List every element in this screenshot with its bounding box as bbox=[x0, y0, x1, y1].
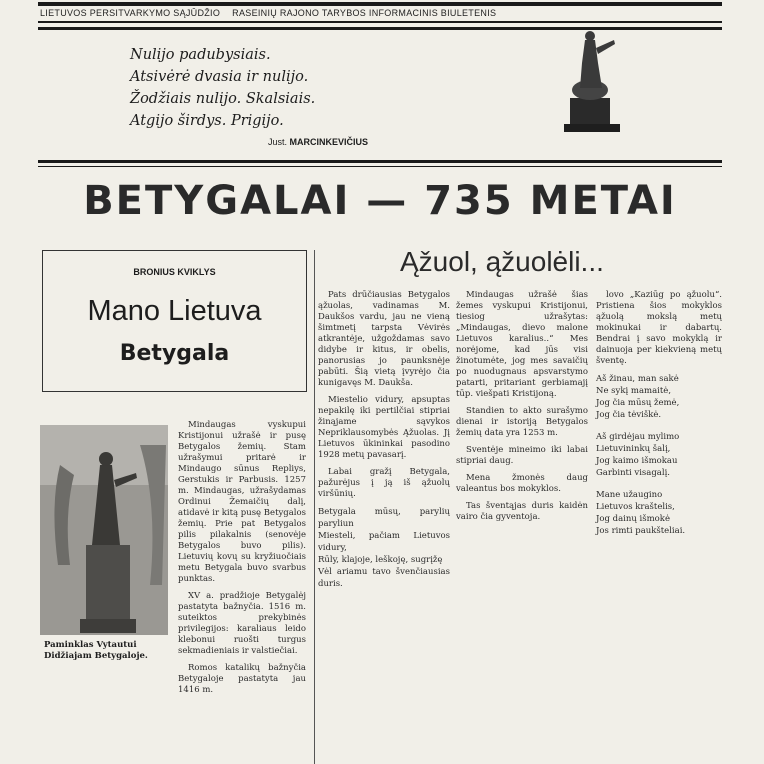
poem-tevisk bbox=[596, 373, 722, 537]
poem-stanza bbox=[596, 431, 722, 479]
paragraph: Pats drūčiausias Betygalos ąžuolas, vadinamas M. Daukšos vardu, jau ne vieną šimtmetį tarpsta Vėvirės atkrantėje, užgoždamas savo didybe ir kitus, ir obelis, panorusias jo paunksnėje pabūti. Šią vietą įvyrėjo čia kunigavęs M. Daukša. bbox=[318, 290, 450, 388]
top-rule bbox=[38, 2, 722, 6]
subheadline: Ąžuol, ąžuolėli... bbox=[400, 246, 604, 277]
poem-line: Miesteli, pačiam Lietuvos vidury, bbox=[318, 531, 450, 553]
paragraph: lovo „Kaziūg po ąžuolu“. Pristiena šios mokyklos ąžuolą mokslą metų mokinukai ir dabartų. Bendrai į savo mokyklą ir dainuoja per kiekvieną metų šventę. bbox=[596, 290, 722, 366]
poem-line: Mane užaugino bbox=[596, 490, 663, 500]
masthead-org: LIETUVOS PERSITVARKYMO SĄJŪDŽIO bbox=[40, 8, 221, 18]
paragraph: Romos katalikų bažnyčia Betygaloje pastatyta jau 1416 m. bbox=[178, 663, 306, 695]
poem-line: Aš žinau, man sakė bbox=[596, 374, 679, 384]
headline: BETYGALAI — 735 METAI bbox=[83, 178, 677, 224]
feature-author: BRONIUS KVIKLYS bbox=[133, 267, 216, 277]
poem-line: Vėl ariamu tavo švenčiausias duris. bbox=[318, 567, 450, 589]
paragraph: Sventėje mineimo iki labai stipriai daug. bbox=[456, 445, 588, 466]
epigraph bbox=[130, 44, 315, 132]
article-column-3 bbox=[456, 290, 588, 529]
feature-title: Mano Lietuva bbox=[87, 295, 262, 327]
paragraph: Mena žmonės daug valeantus bos mokyklos. bbox=[456, 473, 588, 494]
masthead-info: RASEINIŲ RAJONO TARYBOS INFORMACINIS BIULETENIS bbox=[232, 8, 497, 18]
epigraph-line: Atgijo širdys. Prigijo. bbox=[130, 113, 284, 129]
feature-box bbox=[42, 250, 307, 392]
poem-line: Lietuvos kraštelis, bbox=[596, 502, 675, 512]
epigraph-line: Žodžiais nulijo. Skalsiais. bbox=[130, 91, 316, 107]
article-column-4 bbox=[596, 290, 722, 547]
paragraph: XV a. pradžioje Betygalėj pastatyta bažnyčia. 1516 m. suteiktos prekybinės privilegijos: karaliaus leido klebonui ruošti turgus sekmadieniais ir valstiečiai. bbox=[178, 591, 306, 656]
masthead bbox=[40, 8, 720, 18]
poem-stanza bbox=[596, 373, 722, 421]
feature-subtitle: Betygala bbox=[119, 341, 230, 366]
section-rule bbox=[38, 160, 722, 163]
poem-stanza bbox=[596, 489, 722, 537]
paragraph: Miestelio vidury, apsuptas nepakilę iki pertilčiai stipriai žinąjame sąvykos Nepriklausomybės Ąžuolas. Jį Lietuvos ūkininkai pasodino 1928 metų pavasarį. bbox=[318, 395, 450, 460]
poem-line: Jog dainų išmokė bbox=[596, 514, 670, 524]
paragraph: Mindaugas užrašė šias žemes vyskupui Kristijonui, tiesiog užrašytas: „Mindaugas, dievo malone Lietuvos karalius..“ Mes norėjome, kad jūs visi žinotumėte, jog mes savaičių po nuodugnaus apsvarstymo patarti, pritariant gerbiamajį tūp. viešpati Kristijoną. bbox=[456, 290, 588, 399]
epigraph-author-prefix: Just. bbox=[268, 137, 288, 147]
poem-line: Jos rimti paukšteliai. bbox=[596, 526, 686, 536]
masthead-rule bbox=[38, 21, 722, 23]
poem-betygala bbox=[318, 506, 450, 590]
column-divider bbox=[314, 250, 315, 764]
poem-line: Jog kaimo išmokau bbox=[596, 456, 678, 466]
poem-line: Garbinti visagalį. bbox=[596, 468, 670, 478]
epigraph-line: Nulijo padubysiais. bbox=[130, 47, 271, 63]
poem-line: Lietuvininkų šalį, bbox=[596, 444, 671, 454]
article-column-1 bbox=[178, 420, 306, 702]
statue-illustration bbox=[540, 28, 630, 133]
epigraph-line: Atsivėrė dvasia ir nulijo. bbox=[130, 69, 309, 85]
section-rule-thin bbox=[38, 166, 722, 167]
monument-photo bbox=[40, 425, 168, 635]
paragraph: Standien to akto surašymo dienai ir istoriją Betygalos žemių data yra 1253 m. bbox=[456, 406, 588, 438]
poem-line: Aš girdėjau mylimo bbox=[596, 432, 680, 442]
poem-line: Ne sykį mamaitė, bbox=[596, 386, 672, 396]
poem-line: Jog čia tėviškė. bbox=[596, 410, 662, 420]
epigraph-author-name: MARCINKEVIČIUS bbox=[289, 137, 369, 147]
article-column-2 bbox=[318, 290, 450, 590]
poem-line: Betygala mūsų, parylių paryliun bbox=[318, 507, 450, 529]
photo-caption: Paminklas Vytautui Didžiajam Betygaloje. bbox=[44, 640, 148, 661]
epigraph-author bbox=[268, 137, 368, 147]
paragraph: Labai gražį Betygala, pažurėjus į ją iš ąžuolų viršūnių. bbox=[318, 467, 450, 499]
paragraph: Mindaugas vyskupui Kristijonui užrašė ir pusę Betygalos žemių. Stam užrašymui pritarė ir Mindaugo sūnus Repliys, Gerstukis ir Parbusis. 1257 m. Mindaugas, užrašydamas Ordinui Žemaičių dalį, atidavė ir kitą pusę Betygalos žemių. Prie pat Betygalos pilis pilakalnis (senovėje Betygalos buvo pilis). Lietuvių kovų su kryžiuočiais metu Betygala buvo svarbus punktas. bbox=[178, 420, 306, 584]
poem-line: Jog čia mūsų žemė, bbox=[596, 398, 680, 408]
paragraph: Tas šventąjas duris kaidėn vairo čia gyventoja. bbox=[456, 501, 588, 522]
poem-line: Rūly, klajoje, leškoję, sugrįžę bbox=[318, 555, 443, 565]
